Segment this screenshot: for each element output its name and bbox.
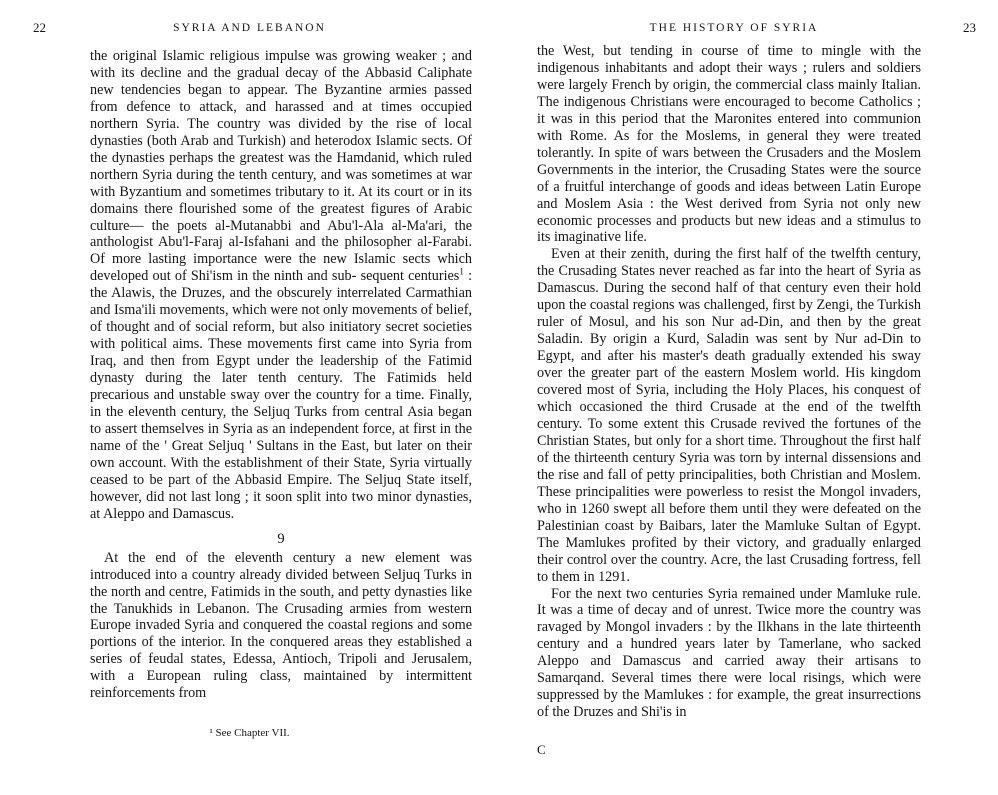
page-number: 23 (963, 20, 976, 35)
right-page (499, 0, 998, 795)
running-head: THE HISTORY OF SYRIA (649, 22, 819, 34)
paragraph: At the end of the eleventh century a new element was introduced into a country already divided between Seljuq Turks in the north and centre, Fatimids in the south, and petty dynasties like the Tanukhids in Lebanon. The Crusading armies from western Europe invaded Syria and conquered the coastal regions and some portions of the interior. In the conquered areas they established a series of feudal states, Edessa, Antioch, Tripoli and Jerusalem, with a European ruling class, maintained by intermittent reinforcements from (90, 549, 472, 702)
paragraph: For the next two centuries Syria remained under Mamluke rule. It was a time of decay and of unrest. Twice more the country was ravaged by Mongol invaders : by the Ilkhans in the late thirteenth century and a hundred years later by Tamerlane, who sacked Aleppo and Damascus and carried away their artisans to Samarqand. Several times there were local risings, which were suppressed by the Mamlukes : for example, the great insurrections of the Druzes and Shi'is in (537, 585, 921, 721)
signature-mark: C (537, 742, 546, 757)
paragraph (90, 48, 472, 523)
footnote: ¹ See Chapter VII. (209, 727, 290, 739)
paragraph-text: the original Islamic religious impulse was growing weaker ; and with its decline and the gradual decay of the Abbasid Caliphate new tendencies began to appear. The Byzantine armies passed from defence to attack, and harassed and at times occupied northern Syria. The country was divided by the rise of local dynasties (both Arab and Turkish) and heterodox Islamic sects. Of the dynasties perhaps the greatest was the Hamdanid, which ruled northern Syria during the tenth century, and was sometimes at war with Byzantium and sometimes tributary to it. At its court or in its domains there flourished some of the greatest figures of Arabic culture— the poets al-Mutanabbi and Abu'l-Ala al-Ma'ari, the anthologist Abu'l-Faraj al-Isfahani and the philosopher al-Farabi. Of more lasting importance were the new Islamic sects which developed out of Shi'ism in the ninth and sub- sequent centuries (90, 48, 472, 285)
paragraph: the West, but tending in course of time to mingle with the indigenous inhabitants and adopt their ways ; rulers and soldiers were largely French by origin, the commercial class mainly Italian. The indigenous Christians were encouraged to become Catholics ; it was in this period that the Maronites entered into communion with Rome. As for the Moslems, in general they were treated tolerantly. In spite of wars between the Crusaders and the Moslem Governments in the interior, the Crusading States were the source of a fruitful interchange of goods and ideas between Latin Europe and Moslem Asia : the West derived from Syria not only new economic processes and products but new ideas and a stimulus to its imaginative life. (537, 43, 921, 246)
running-head: SYRIA AND LEBANON (173, 22, 326, 34)
left-body-text (90, 48, 472, 702)
right-body-text (537, 43, 921, 721)
page-number: 22 (33, 20, 46, 35)
paragraph: Even at their zenith, during the first half of the twelfth century, the Crusading States never reached as far into the heart of Syria as Damascus. During the second half of that century even their hold upon the coastal regions was challenged, first by Zengi, the Turkish ruler of Mosul, and his son Nur ad-Din, and then by the great Saladin. By origin a Kurd, Saladin was sent by Nur ad-Din to Egypt, and after his master's death gradually extended his sway over the greater part of the eastern Moslem world. His kingdom covered most of Syria, including the Holy Places, his conquest of which occasioned the third Crusade at the end of the twelfth century. To some extent this Crusade revived the fortunes of the Christian States, but only for a short time. Throughout the first half of the thirteenth century Syria was torn by internal dissensions and the rise and fall of petty principalities, both Christian and Moslem. These principalities were powerless to resist the Mongol invaders, who in 1260 swept all before them until they were defeated on the Palestinian coast by Baibars, later the Mamluke Sultan of Egypt. The Mamlukes profited by their victory, and gradually enlarged their control over the country. Acre, the last Crusading fortress, fell to them in 1291. (537, 246, 921, 585)
section-number: 9 (277, 530, 285, 547)
paragraph-text: : the Alawis, the Druzes, and the obscurely interrelated Carmathian and Isma'ili movements, which were not only movements of belief, of thought and of social reform, but also initiatory secret societies with political aims. These movements first came into Syria from Iraq, and then from Egypt under the leadership of the Fatimid dynasty during the later tenth century. The Fatimids held precarious and unstable sway over the country for a time. Finally, in the eleventh century, the Seljuq Turks from central Asia began to assert themselves in Syria as an independent force, at first in the name of the ' Great Seljuq ' Sultans in the East, but later on their own account. With the establishment of their State, Syria virtually ceased to be part of the Abbasid Empire. The Seljuq State itself, however, did not last long ; it soon split into two minor dynasties, at Aleppo and Damascus. (90, 268, 473, 522)
footnote-reference: 1 (459, 266, 464, 277)
